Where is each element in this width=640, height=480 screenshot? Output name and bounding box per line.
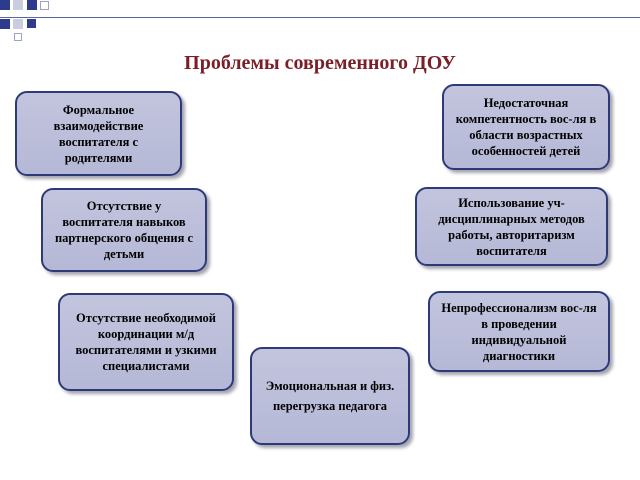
- decor-square: [27, 19, 36, 28]
- problem-box-disciplinary-methods: Использование уч-дисциплинарных методов работы, авторитаризм воспитателя: [415, 187, 608, 266]
- decor-square: [14, 33, 22, 41]
- decor-square: [27, 0, 37, 10]
- problem-box-formal-interaction: Формальное взаимодействие воспитателя с родителями: [15, 91, 182, 176]
- decor-square: [40, 1, 49, 10]
- decor-square: [13, 0, 23, 10]
- problem-box-diagnostics: Непрофессионализм вос-ля в проведении индивидуальной диагностики: [428, 291, 610, 372]
- header-rule: [0, 17, 640, 18]
- decor-square: [13, 19, 23, 29]
- decor-square: [0, 0, 10, 10]
- problem-box-specialist-coordination: Отсутствие необходимой координации м/д воспитателями и узкими специалистами: [58, 293, 234, 391]
- problem-box-teacher-overload: Эмоциональная и физ. перегрузка педагога: [250, 347, 410, 445]
- slide-title: Проблемы современного ДОУ: [184, 52, 456, 74]
- problem-box-age-competence: Недостаточная компетентность вос-ля в области возрастных особенностей детей: [442, 84, 610, 170]
- problem-box-partner-communication: Отсутствие у воспитателя навыков партнерского общения с детьми: [41, 188, 207, 272]
- decor-square: [0, 19, 10, 29]
